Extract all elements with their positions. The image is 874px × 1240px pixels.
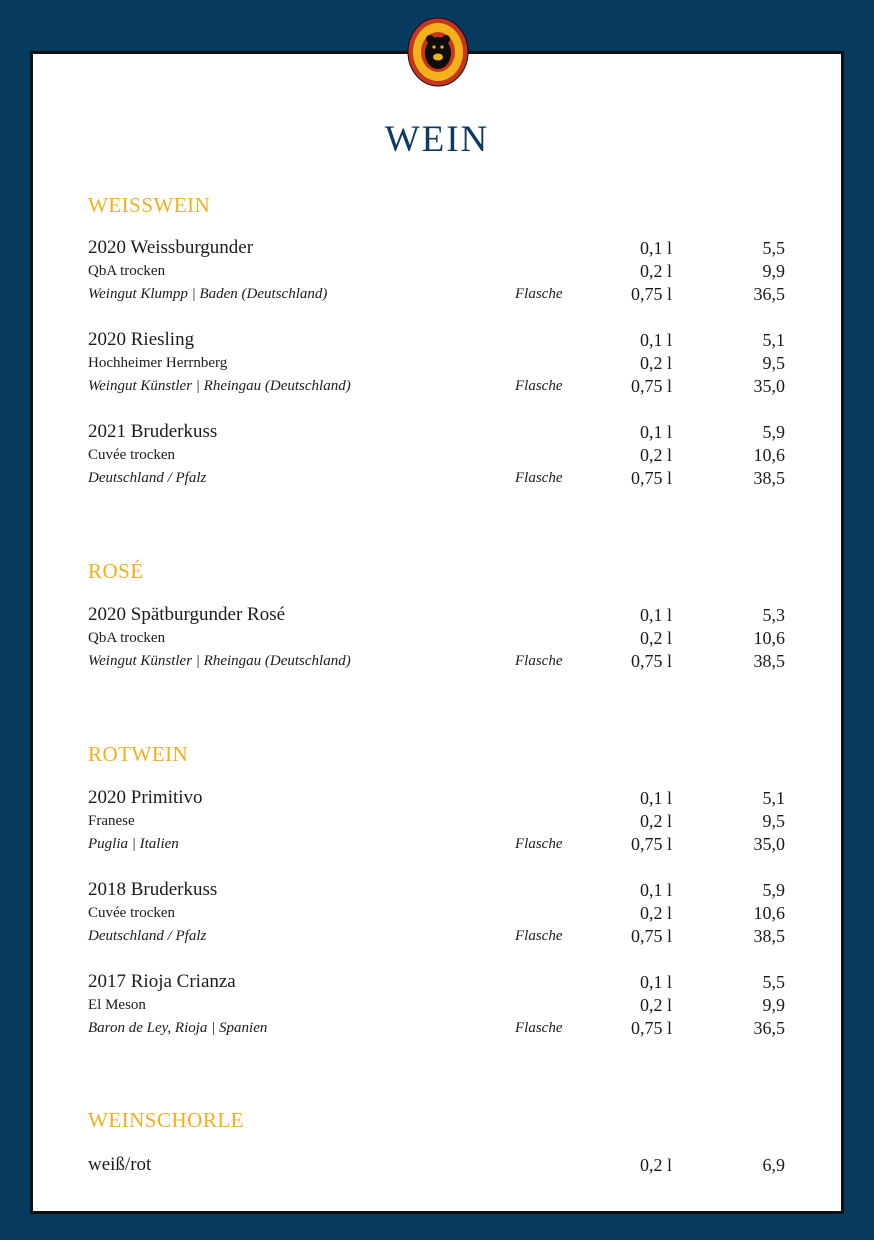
wine-item [0,421,874,494]
volume: 0,2 l [639,353,672,373]
price: 9,9 [762,261,785,281]
bottle-label: Flasche [515,286,563,302]
volume: 0,1 l [639,605,672,625]
volume: 0,1 l [639,880,672,900]
price: 5,1 [762,788,785,808]
section-title-weinschorle: WEINSCHORLE [88,1108,244,1132]
volume: 0,2 l [639,445,672,465]
price: 36,5 [753,1018,785,1038]
volume: 0,75 l [630,926,672,946]
bottle-label: Flasche [515,378,563,394]
price: 5,5 [762,972,785,992]
wine-item [0,329,874,402]
volume: 0,2 l [639,995,672,1015]
price: 9,5 [762,353,785,373]
bottle-label: Flasche [515,836,563,852]
volume: 0,1 l [639,422,672,442]
volume: 0,75 l [630,376,672,396]
bear-seal-logo-icon [407,17,469,87]
wine-description: Cuvée trocken [88,905,176,921]
wine-item [0,604,874,677]
volume: 0,75 l [630,284,672,304]
wine-description: QbA trocken [88,263,166,279]
volume: 0,75 l [630,651,672,671]
price: 5,9 [762,880,785,900]
wine-name: 2017 Rioja Crianza [88,971,236,992]
wine-description: Hochheimer Herrnberg [88,355,228,371]
wine-name: 2020 Riesling [88,329,195,350]
volume: 0,75 l [630,834,672,854]
price: 9,9 [762,995,785,1015]
wine-name: 2020 Weissburgunder [88,237,254,258]
price: 5,1 [762,330,785,350]
volume: 0,2 l [639,1155,672,1175]
schorle-item [0,1154,874,1180]
volume: 0,1 l [639,238,672,258]
wine-description: Cuvée trocken [88,447,176,463]
wine-description: El Meson [88,997,146,1013]
volume: 0,2 l [639,628,672,648]
volume: 0,1 l [639,330,672,350]
price: 35,0 [753,376,785,396]
wine-name: 2020 Primitivo [88,787,203,808]
wine-origin: Baron de Ley, Rioja | Spanien [88,1020,268,1036]
wine-origin: Deutschland / Pfalz [88,470,207,486]
volume: 0,2 l [639,811,672,831]
price: 10,6 [753,903,785,923]
wine-origin: Weingut Klumpp | Baden (Deutschland) [88,286,328,302]
price: 38,5 [753,468,785,488]
price: 5,5 [762,238,785,258]
bottle-label: Flasche [515,1020,563,1036]
price: 5,3 [762,605,785,625]
bottle-label: Flasche [515,928,563,944]
wine-item [0,971,874,1044]
page-title: WEIN [384,119,490,160]
wine-item [0,879,874,952]
wine-origin: Puglia | Italien [88,836,179,852]
wine-item [0,237,874,310]
price: 10,6 [753,628,785,648]
volume: 0,75 l [630,1018,672,1038]
volume: 0,2 l [639,903,672,923]
wine-origin: Weingut Künstler | Rheingau (Deutschland) [88,378,351,394]
volume: 0,1 l [639,788,672,808]
wine-name: 2021 Bruderkuss [88,421,218,442]
price: 38,5 [753,651,785,671]
wine-origin: Deutschland / Pfalz [88,928,207,944]
price: 9,5 [762,811,785,831]
wine-origin: Weingut Künstler | Rheingau (Deutschland) [88,653,351,669]
volume: 0,1 l [639,972,672,992]
wine-name: 2020 Spätburgunder Rosé [88,604,286,625]
wine-description: QbA trocken [88,630,166,646]
section-title-rose: ROSÉ [88,559,144,583]
bottle-label: Flasche [515,470,563,486]
wine-item [0,787,874,860]
section-title-rotwein: ROTWEIN [88,742,189,766]
section-title-weisswein: WEISSWEIN [88,193,211,217]
wine-name: 2018 Bruderkuss [88,879,218,900]
price: 10,6 [753,445,785,465]
volume: 0,75 l [630,468,672,488]
schorle-name: weiß/rot [88,1154,152,1175]
price: 36,5 [753,284,785,304]
volume: 0,2 l [639,261,672,281]
price: 38,5 [753,926,785,946]
price: 35,0 [753,834,785,854]
price: 6,9 [762,1155,785,1175]
wine-description: Franese [88,813,135,829]
price: 5,9 [762,422,785,442]
bottle-label: Flasche [515,653,563,669]
